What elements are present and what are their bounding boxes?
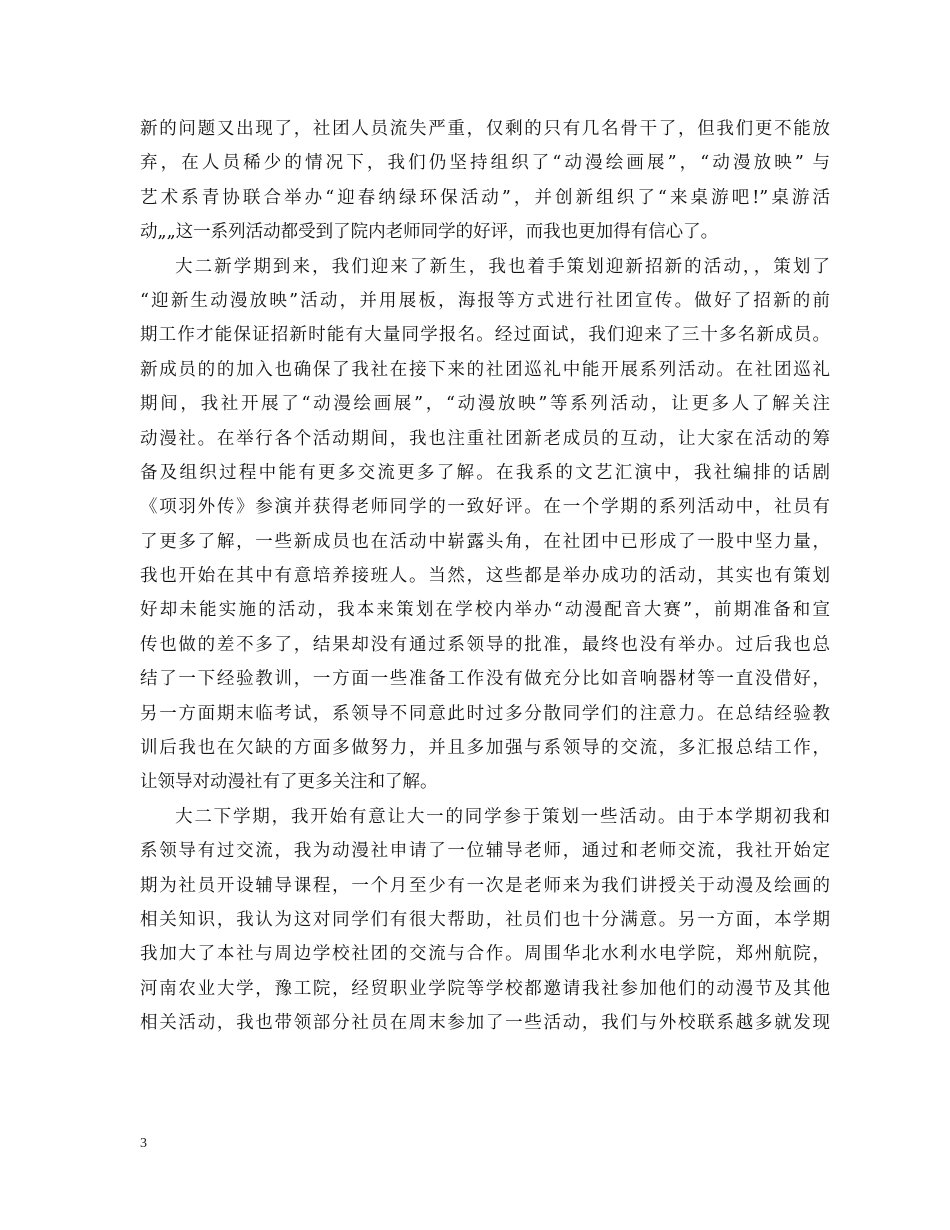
text-line: 期为社员开设辅导课程，一个月至少有一次是老师来为我们讲授关于动漫及绘画的 xyxy=(140,875,830,896)
page-number: 3 xyxy=(140,1136,147,1151)
text-line: 训后我也在欠缺的方面多做努力，并且多加强与系领导的交流，多汇报总结工作， xyxy=(140,738,830,759)
text-line: 我也开始在其中有意培养接班人。当然，这些都是举办成功的活动，其实也有策划 xyxy=(140,566,830,587)
text-line: 期工作才能保证招新时能有大量同学报名。经过面试，我们迎来了三十多名新成员。 xyxy=(140,325,830,346)
text-line: 新成员的的加入也确保了我社在接下来的社团巡礼中能开展系列活动。在社团巡礼 xyxy=(140,359,830,380)
paragraph-1 xyxy=(140,112,830,250)
text-line: 相关活动，我也带领部分社员在周末参加了一些活动，我们与外校联系越多就发现 xyxy=(140,1013,830,1034)
text-line: 传也做的差不多了，结果却没有通过系领导的批准，最终也没有举办。过后我也总 xyxy=(140,634,830,655)
text-line: 艺术系青协联合举办“迎春纳绿环保活动”，并创新组织了“来桌游吧!”桌游活 xyxy=(140,187,830,208)
text-line: 结了一下经验教训，一方面一些准备工作没有做充分比如音响器材等一直没借好， xyxy=(140,669,830,690)
text-line: 相关知识，我认为这对同学们有很大帮助，社员们也十分满意。另一方面，本学期 xyxy=(140,909,830,930)
text-line: 期间，我社开展了“动漫绘画展”，“动漫放映”等系列活动，让更多人了解关注 xyxy=(140,394,830,415)
text-line: 《项羽外传》参演并获得老师同学的一致好评。在一个学期的系列活动中，社员有 xyxy=(140,497,830,518)
text-line: 我加大了本社与周边学校社团的交流与合作。周围华北水利水电学院，郑州航院， xyxy=(140,944,830,965)
text-line: 弃，在人员稀少的情况下，我们仍坚持组织了“动漫绘画展”，“动漫放映” 与 xyxy=(140,153,830,174)
document-body xyxy=(140,112,830,1041)
text-line: 新的问题又出现了，社团人员流失严重，仅剩的只有几名骨干了，但我们更不能放 xyxy=(140,119,830,139)
text-line: 好却未能实施的活动，我本来策划在学校内举办“动漫配音大赛”，前期准备和宣 xyxy=(140,600,830,621)
text-line: “迎新生动漫放映”活动，并用展板，海报等方式进行社团宣传。做好了招新的前 xyxy=(140,290,830,311)
text-line: 备及组织过程中能有更多交流更多了解。在我系的文艺汇演中，我社编排的话剧 xyxy=(140,462,830,483)
paragraph-2 xyxy=(140,250,830,800)
text-line: 动漫社。在举行各个活动期间，我也注重社团新老成员的互动，让大家在活动的筹 xyxy=(140,428,830,449)
text-line: 系领导有过交流，我为动漫社申请了一位辅导老师，通过和老师交流，我社开始定 xyxy=(140,841,830,862)
paragraph-3 xyxy=(140,800,830,1041)
text-line: 河南农业大学，豫工院，经贸职业学院等学校都邀请我社参加他们的动漫节及其他 xyxy=(140,978,830,999)
text-line: 让领导对动漫社有了更多关注和了解。 xyxy=(140,772,438,793)
text-line: 了更多了解，一些新成员也在活动中崭露头角，在社团中已形成了一股中坚力量， xyxy=(140,531,830,552)
text-line: 大二新学期到来，我们迎来了新生，我也着手策划迎新招新的活动，，策划了 xyxy=(175,256,830,277)
text-line: 另一方面期末临考试，系领导不同意此时过多分散同学们的注意力。在总结经验教 xyxy=(140,703,830,724)
text-line: 动„„这一系列活动都受到了院内老师同学的好评，而我也更加得有信心了。 xyxy=(140,222,719,243)
text-line: 大二下学期，我开始有意让大一的同学参于策划一些活动。由于本学期初我和 xyxy=(175,806,830,827)
